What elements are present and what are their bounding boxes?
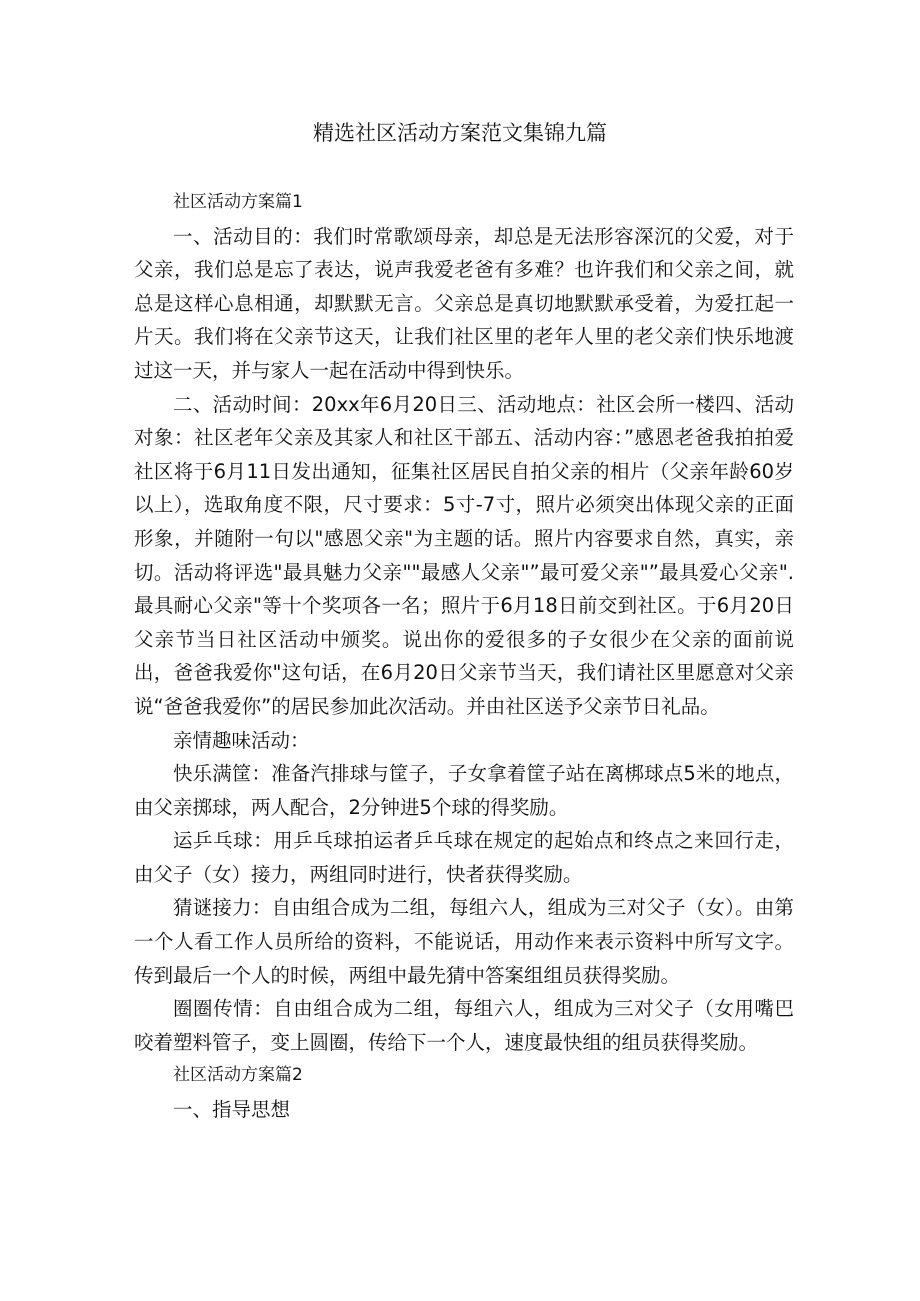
document-body <box>134 186 794 1127</box>
paragraph: 一、活动目的：我们时常歌颂母亲，却总是无法形容深沉的父爱，对于父亲，我们总是忘了表达，说声我爱老爸有多难？也许我们和父亲之间，就总是这样心息相通，却默默无言。父亲总是真切地默默承受着，为爱扛起一片天。我们将在父亲节这天，让我们社区里的老年人里的老父亲们快乐地渡过这一天，并与家人一起在活动中得到快乐。 <box>134 224 794 382</box>
paragraph: 圈圈传情：自由组合成为二组，每组六人，组成为三对父子（女用嘴巴咬着塑料管子，变上圆圈，传给下一个人，速度最快组的组员获得奖励。 <box>134 997 794 1054</box>
paragraph: 运乒乓球：用乒乓球拍运者乒乓球在规定的起始点和终点之来回行走，由父子（女）接力，两组同时进行，快者获得奖励。 <box>134 829 794 886</box>
paragraph: 亲情趣味活动： <box>173 728 310 752</box>
paragraph: 猜谜接力：自由组合成为二组，每组六人，组成为三对父子（女）。由第一个人看工作人员所给的资料，不能说话，用动作来表示资料中所写文字。传到最后一个人的时候，两组中最先猜中答案组组员获得奖励。 <box>134 896 794 987</box>
document-title: 精选社区活动方案范文集锦九篇 <box>313 121 607 145</box>
section-heading: 社区活动方案篇1 <box>173 192 303 212</box>
section-heading: 社区活动方案篇2 <box>173 1065 303 1086</box>
paragraph: 一、指导思想 <box>173 1098 291 1122</box>
paragraph: 快乐满筐：准备汽排球与筐子，子女拿着筐子站在离梆球点5米的地点，由父亲掷球，两人配合，2分钟进5个球的得奖励。 <box>134 762 794 819</box>
paragraph: 二、活动时间：20xx年6月20日三、活动地点：社区会所一楼四、活动对象：社区老年父亲及其家人和社区干部五、活动内容：”感恩老爸我拍拍爱社区将于6月11日发出通知，征集社区居民自拍父亲的相片（父亲年龄60岁以上），选取角度不限，尺寸要求：5寸-7寸，照片必须突出体现父亲的正面形象，并随附一句以"感恩父亲"为主题的话。照片内容要求自然，真实，亲切。活动将评选"最具魅力父亲""最感人父亲"”最可爱父亲"”最具爱心父亲".最具耐心父亲"等十个奖项各一名；照片于6月18日前交到社区。于6月20日父亲节当日社区活动中颁奖。说出你的爱很多的子女很少在父亲的面前说出，爸爸我爱你"这句话，在6月20日父亲节当天，我们请社区里愿意对父亲说“爸爸我爱你”的居民参加此次活动。并由社区送予父亲节日礼品。 <box>134 392 794 718</box>
